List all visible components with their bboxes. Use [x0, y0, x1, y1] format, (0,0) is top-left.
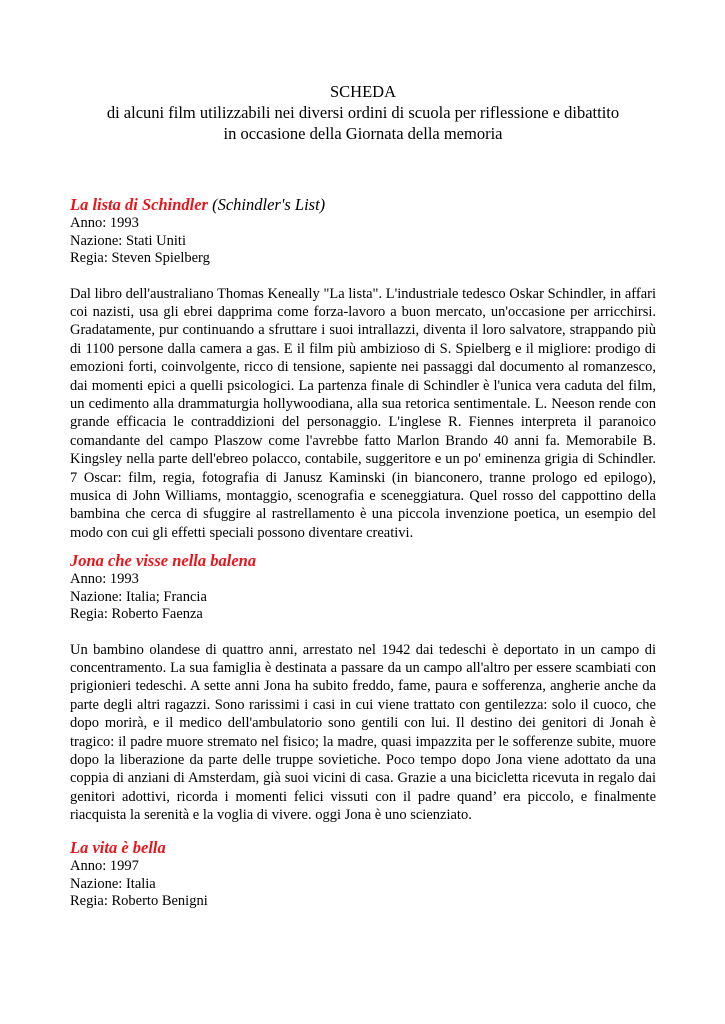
- film-italian-title: Jona che visse nella balena: [70, 551, 257, 570]
- film-title: [70, 195, 656, 215]
- film-title: [70, 838, 656, 858]
- film-original-title: (Schindler's List): [212, 195, 326, 214]
- film-italian-title: La lista di Schindler: [70, 195, 208, 214]
- film-director: Regia: Roberto Benigni: [70, 893, 208, 909]
- film-title: [70, 551, 656, 571]
- document-page: [70, 81, 656, 909]
- film-country: Nazione: Italia: [70, 875, 156, 892]
- film-italian-title: La vita è bella: [70, 838, 166, 857]
- film-year: Anno: 1993: [70, 215, 139, 231]
- header-occasion: in occasione della Giornata della memoria: [223, 124, 503, 143]
- film-entry-jona: [70, 551, 656, 825]
- header-title: SCHEDA: [329, 82, 396, 101]
- film-description: Un bambino olandese di quattro anni, arrestato nel 1942 dai tedeschi è deportato in un campo di concentramento. La sua famiglia è destinata a passare da un campo all'altro per essere scambiati con prigionieri tedeschi. A sette anni Jona ha subito freddo, fame, paura e sofferenza, angherie anche da parte degli altri ragazzi. Sono rarissimi i casi in cui viene trattato con gentilezza: solo il cuoco, che dopo morirà, e il medico dell'ambulatorio sono gentili con lui. Il destino dei genitori di Jonah è tragico: il padre muore stremato nel fisico; la madre, quasi impazzita per le sofferenze subite, muore dopo la liberazione da parte delle truppe sovietiche. Poco tempo dopo Jona viene adottato da una coppia di anziani di Amsterdam, già suoi vicini di casa. Grazie a una bicicletta ricevuta in regalo dai genitori adottivi, ricorda i momenti felici vissuti con il padre quand’ era piccolo, e finalmente riacquista la serenità e la voglia di vivere. oggi Jona è uno scienziato.: [70, 641, 656, 824]
- film-country: Nazione: Italia; Francia: [70, 588, 207, 605]
- film-description: Dal libro dell'australiano Thomas Keneally "La lista". L'industriale tedesco Oskar Schindler, in affari coi nazisti, usa gli ebrei dapprima come forza-lavoro a buon mercato, un'occasione per arricchirsi. Gradatamente, pur continuando a sfruttare i suoi intrallazzi, diventa il loro salvatore, strappando più di 1100 persone dalla camera a gas. E il film più ambizioso di S. Spielberg e il migliore: prodigo di emozioni forti, coinvolgente, ricco di tensione, sapiente nei passaggi dal documento al romanzesco, dai momenti epici a quelli psicologici. La partenza finale di Schindler è l'unica vera caduta del film, un cedimento alla drammaturgia hollywoodiana, alla sua retorica sentimentale. L. Neeson rende con grande efficacia le contraddizioni del personaggio. L'inglese R. Fiennes interpreta il paranoico comandante del campo Plaszow come l'avrebbe fatto Marlon Brando 40 anni fa. Memorabile B. Kingsley nella parte dell'ebreo polacco, contabile, suggeritore e un po' eminenza grigia di Schindler. 7 Oscar: film, regia, fotografia di Janusz Kaminski (in bianconero, tranne prologo ed epilogo), musica di John Williams, montaggio, scenografia e sceneggiatura. Quel rosso del cappottino della bambina che cerca di sfuggire al rastrellamento è una piccola invenzione poetica, un esempio del modo con cui gli effetti speciali possono diventare creativi.: [70, 285, 656, 541]
- film-entry-vita-bella: [70, 838, 656, 911]
- film-director: Regia: Roberto Faenza: [70, 606, 203, 622]
- header-subtitle: di alcuni film utilizzabili nei diversi ordini di scuola per riflessione e dibattito: [106, 103, 620, 122]
- film-year: Anno: 1997: [70, 858, 139, 874]
- film-country: Nazione: Stati Uniti: [70, 232, 186, 249]
- film-entry-schindler: [70, 195, 656, 542]
- film-director: Regia: Steven Spielberg: [70, 250, 210, 266]
- film-year: Anno: 1993: [70, 571, 139, 587]
- document-header: [70, 81, 656, 144]
